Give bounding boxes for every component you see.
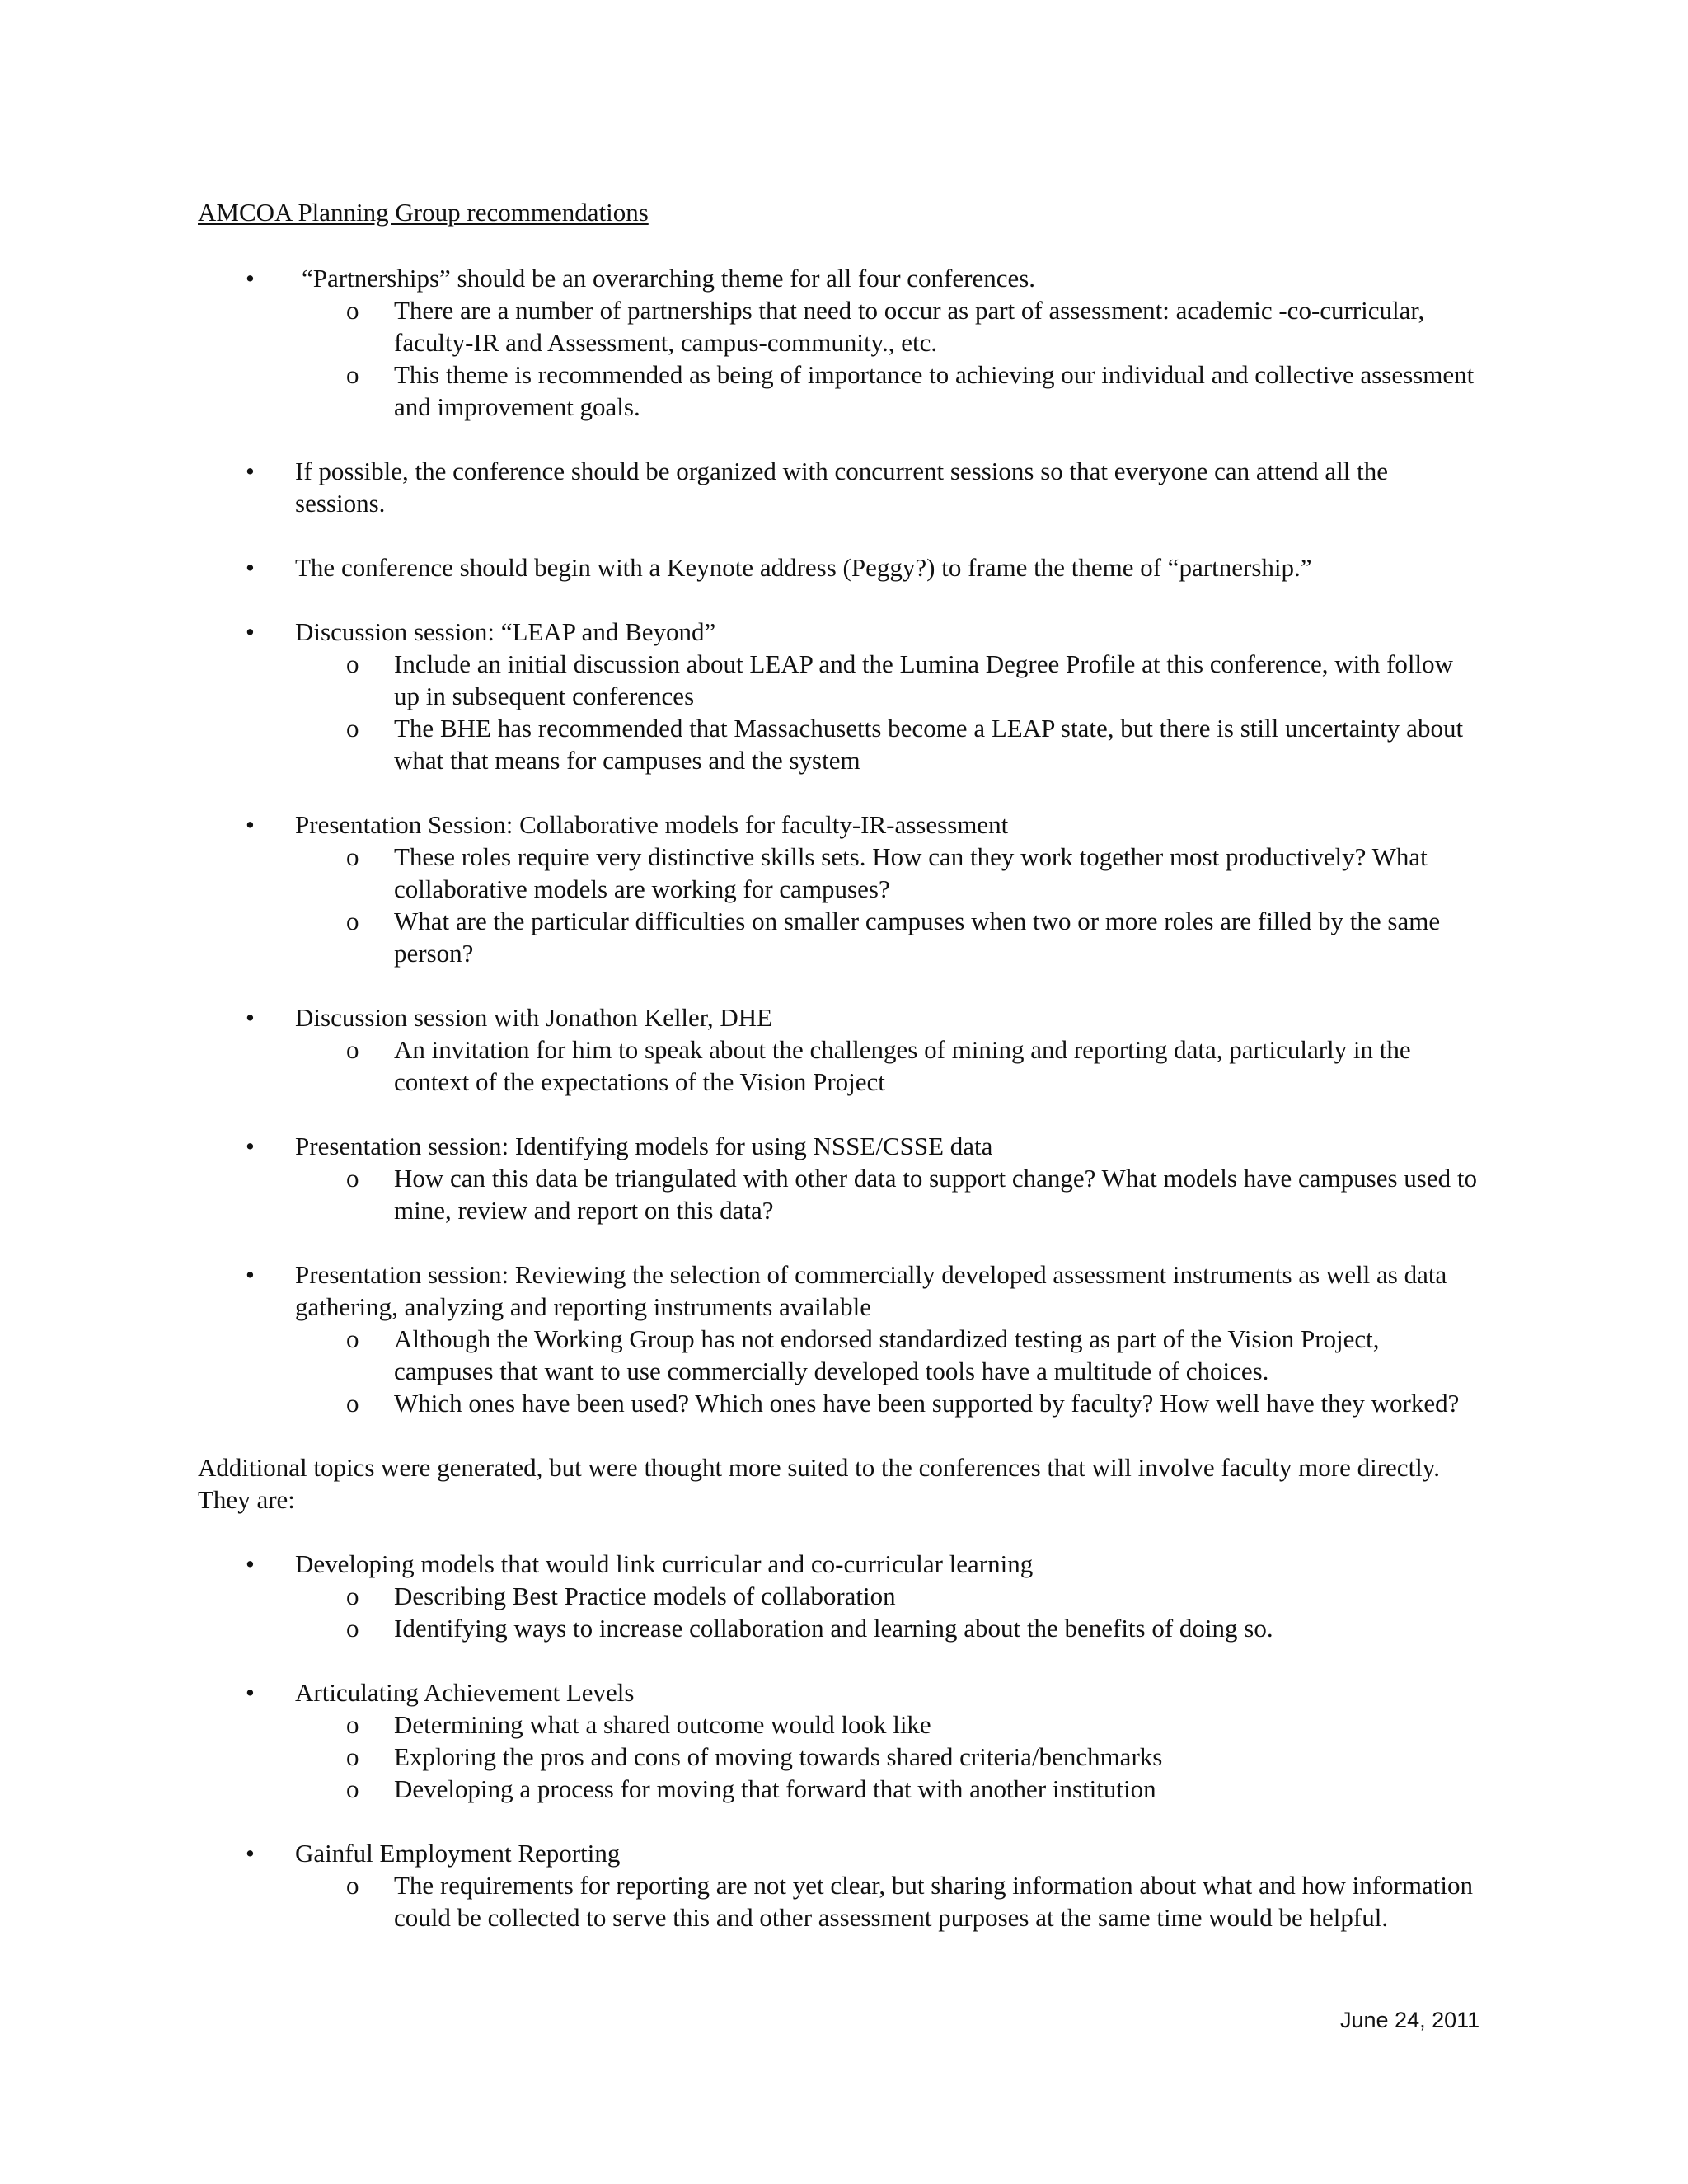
sub-bullet-marker: o bbox=[346, 1774, 359, 1803]
sub-bullet-marker: o bbox=[346, 1614, 359, 1643]
bullet-marker: • bbox=[246, 457, 255, 485]
bullet-item bbox=[198, 1548, 1484, 1644]
sub-bullet-item bbox=[198, 359, 1484, 423]
sub-bullet-marker: o bbox=[346, 714, 359, 743]
bullet-text: Gainful Employment Reporting bbox=[295, 1839, 621, 1868]
bullet-text: Articulating Achievement Levels bbox=[295, 1678, 635, 1707]
bullet-item bbox=[198, 1258, 1484, 1419]
sub-bullet-item bbox=[198, 1580, 1484, 1612]
sub-bullet-marker: o bbox=[346, 1389, 359, 1418]
sub-bullet-text: Determining what a shared outcome would look like bbox=[394, 1710, 931, 1739]
sub-bullet-text: The BHE has recommended that Massachusetts become a LEAP state, but there is still uncertainty about what that means for campuses and the system bbox=[394, 714, 1464, 775]
sub-bullet-text: There are a number of partnerships that need to occur as part of assessment: academic -co-curricular, faculty-IR and Assessment, campus-community., etc. bbox=[394, 296, 1425, 357]
sub-bullet-text: Although the Working Group has not endorsed standardized testing as part of the Vision Project, campuses that want to use commercially developed tools have a multitude of choices. bbox=[394, 1324, 1380, 1385]
bullet-item bbox=[198, 808, 1484, 969]
sub-bullet-text: Identifying ways to increase collaboration and learning about the benefits of doing so. bbox=[394, 1614, 1273, 1643]
bullet-text: If possible, the conference should be organized with concurrent sessions so that everyone can attend all the sessions. bbox=[295, 457, 1388, 518]
sub-bullet-item bbox=[198, 1708, 1484, 1741]
sub-bullet-item bbox=[198, 1773, 1484, 1805]
sub-bullet-item bbox=[198, 1741, 1484, 1773]
bullet-marker: • bbox=[246, 1260, 255, 1289]
bullet-marker: • bbox=[246, 553, 255, 582]
document-title: AMCOA Planning Group recommendations bbox=[198, 198, 649, 227]
additional-topics-intro: Additional topics were generated, but were thought more suited to the conferences that will involve faculty more directly. They are: bbox=[198, 1453, 1441, 1514]
bullet-item bbox=[198, 1130, 1484, 1226]
bullet-marker: • bbox=[246, 1132, 255, 1160]
sub-bullet-text: This theme is recommended as being of importance to achieving our individual and collective assessment and improvement goals. bbox=[394, 360, 1475, 421]
sub-bullet-marker: o bbox=[346, 360, 359, 389]
bullet-item bbox=[198, 1676, 1484, 1805]
sub-bullet-marker: o bbox=[346, 1871, 359, 1900]
sub-bullet-item bbox=[198, 712, 1484, 776]
sub-bullet-text: The requirements for reporting are not yet clear, but sharing information about what and how information could be collected to serve this and other assessment purposes at the same time would be helpful. bbox=[394, 1871, 1473, 1932]
sub-bullet-marker: o bbox=[346, 1582, 359, 1610]
bullet-text: Presentation Session: Collaborative models for faculty-IR-assessment bbox=[295, 810, 1009, 839]
sub-bullet-text: How can this data be triangulated with other data to support change? What models have campuses used to mine, review and report on this data? bbox=[394, 1164, 1477, 1225]
sub-bullet-marker: o bbox=[346, 296, 359, 325]
sub-bullet-item bbox=[198, 1612, 1484, 1644]
sub-bullet-item bbox=[198, 1387, 1484, 1419]
sub-bullet-text: Developing a process for moving that forward that with another institution bbox=[394, 1774, 1156, 1803]
sub-bullet-item bbox=[198, 648, 1484, 712]
sub-bullet-item bbox=[198, 841, 1484, 905]
recommendations-list bbox=[198, 262, 1484, 1419]
bullet-text: Presentation session: Identifying models for using NSSE/CSSE data bbox=[295, 1132, 993, 1160]
bullet-marker: • bbox=[246, 264, 255, 293]
bullet-text: The conference should begin with a Keynote address (Peggy?) to frame the theme of “partnership.” bbox=[295, 553, 1312, 582]
sub-bullet-item bbox=[198, 1323, 1484, 1387]
bullet-text: Developing models that would link curricular and co-curricular learning bbox=[295, 1549, 1034, 1578]
sub-bullet-text: Describing Best Practice models of collaboration bbox=[394, 1582, 896, 1610]
bullet-item bbox=[198, 262, 1484, 423]
bullet-text: Presentation session: Reviewing the selection of commercially developed assessment instruments as well as data gathering, analyzing and reporting instruments available bbox=[295, 1260, 1447, 1321]
sub-bullet-marker: o bbox=[346, 1742, 359, 1771]
bullet-marker: • bbox=[246, 810, 255, 839]
sub-bullet-marker: o bbox=[346, 907, 359, 935]
bullet-marker: • bbox=[246, 1003, 255, 1032]
sub-bullet-marker: o bbox=[346, 842, 359, 871]
bullet-marker: • bbox=[246, 617, 255, 646]
bullet-item bbox=[198, 1837, 1484, 1933]
sub-bullet-item bbox=[198, 1033, 1484, 1098]
sub-bullet-item bbox=[198, 905, 1484, 969]
sub-bullet-item bbox=[198, 294, 1484, 359]
sub-bullet-text: Which ones have been used? Which ones have been supported by faculty? How well have they worked? bbox=[394, 1389, 1460, 1418]
sub-bullet-text: These roles require very distinctive skills sets. How can they work together most productively? What collaborative models are working for campuses? bbox=[394, 842, 1428, 903]
bullet-marker: • bbox=[246, 1839, 255, 1868]
bullet-text: “Partnerships” should be an overarching theme for all four conferences. bbox=[302, 264, 1036, 293]
bullet-item bbox=[198, 455, 1484, 519]
sub-bullet-text: Include an initial discussion about LEAP and the Lumina Degree Profile at this conference, with follow up in subsequent conferences bbox=[394, 649, 1454, 710]
sub-bullet-marker: o bbox=[346, 1710, 359, 1739]
bullet-marker: • bbox=[246, 1678, 255, 1707]
footer-date: June 24, 2011 bbox=[1340, 2008, 1480, 2032]
bullet-item bbox=[198, 616, 1484, 776]
sub-bullet-marker: o bbox=[346, 1324, 359, 1353]
document-body bbox=[198, 262, 1484, 1966]
sub-bullet-text: What are the particular difficulties on smaller campuses when two or more roles are filled by the same person? bbox=[394, 907, 1441, 968]
sub-bullet-text: Exploring the pros and cons of moving towards shared criteria/benchmarks bbox=[394, 1742, 1163, 1771]
bullet-item bbox=[198, 1001, 1484, 1098]
bullet-item bbox=[198, 551, 1484, 583]
sub-bullet-item bbox=[198, 1869, 1484, 1933]
sub-bullet-text: An invitation for him to speak about the challenges of mining and reporting data, particularly in the context of the expectations of the Vision Project bbox=[394, 1035, 1411, 1096]
bullet-text: Discussion session with Jonathon Keller, DHE bbox=[295, 1003, 773, 1032]
bullet-text: Discussion session: “LEAP and Beyond” bbox=[295, 617, 716, 646]
sub-bullet-item bbox=[198, 1162, 1484, 1226]
sub-bullet-marker: o bbox=[346, 1035, 359, 1064]
additional-topics-list bbox=[198, 1548, 1484, 1933]
bullet-marker: • bbox=[246, 1549, 255, 1578]
sub-bullet-marker: o bbox=[346, 649, 359, 678]
sub-bullet-marker: o bbox=[346, 1164, 359, 1193]
